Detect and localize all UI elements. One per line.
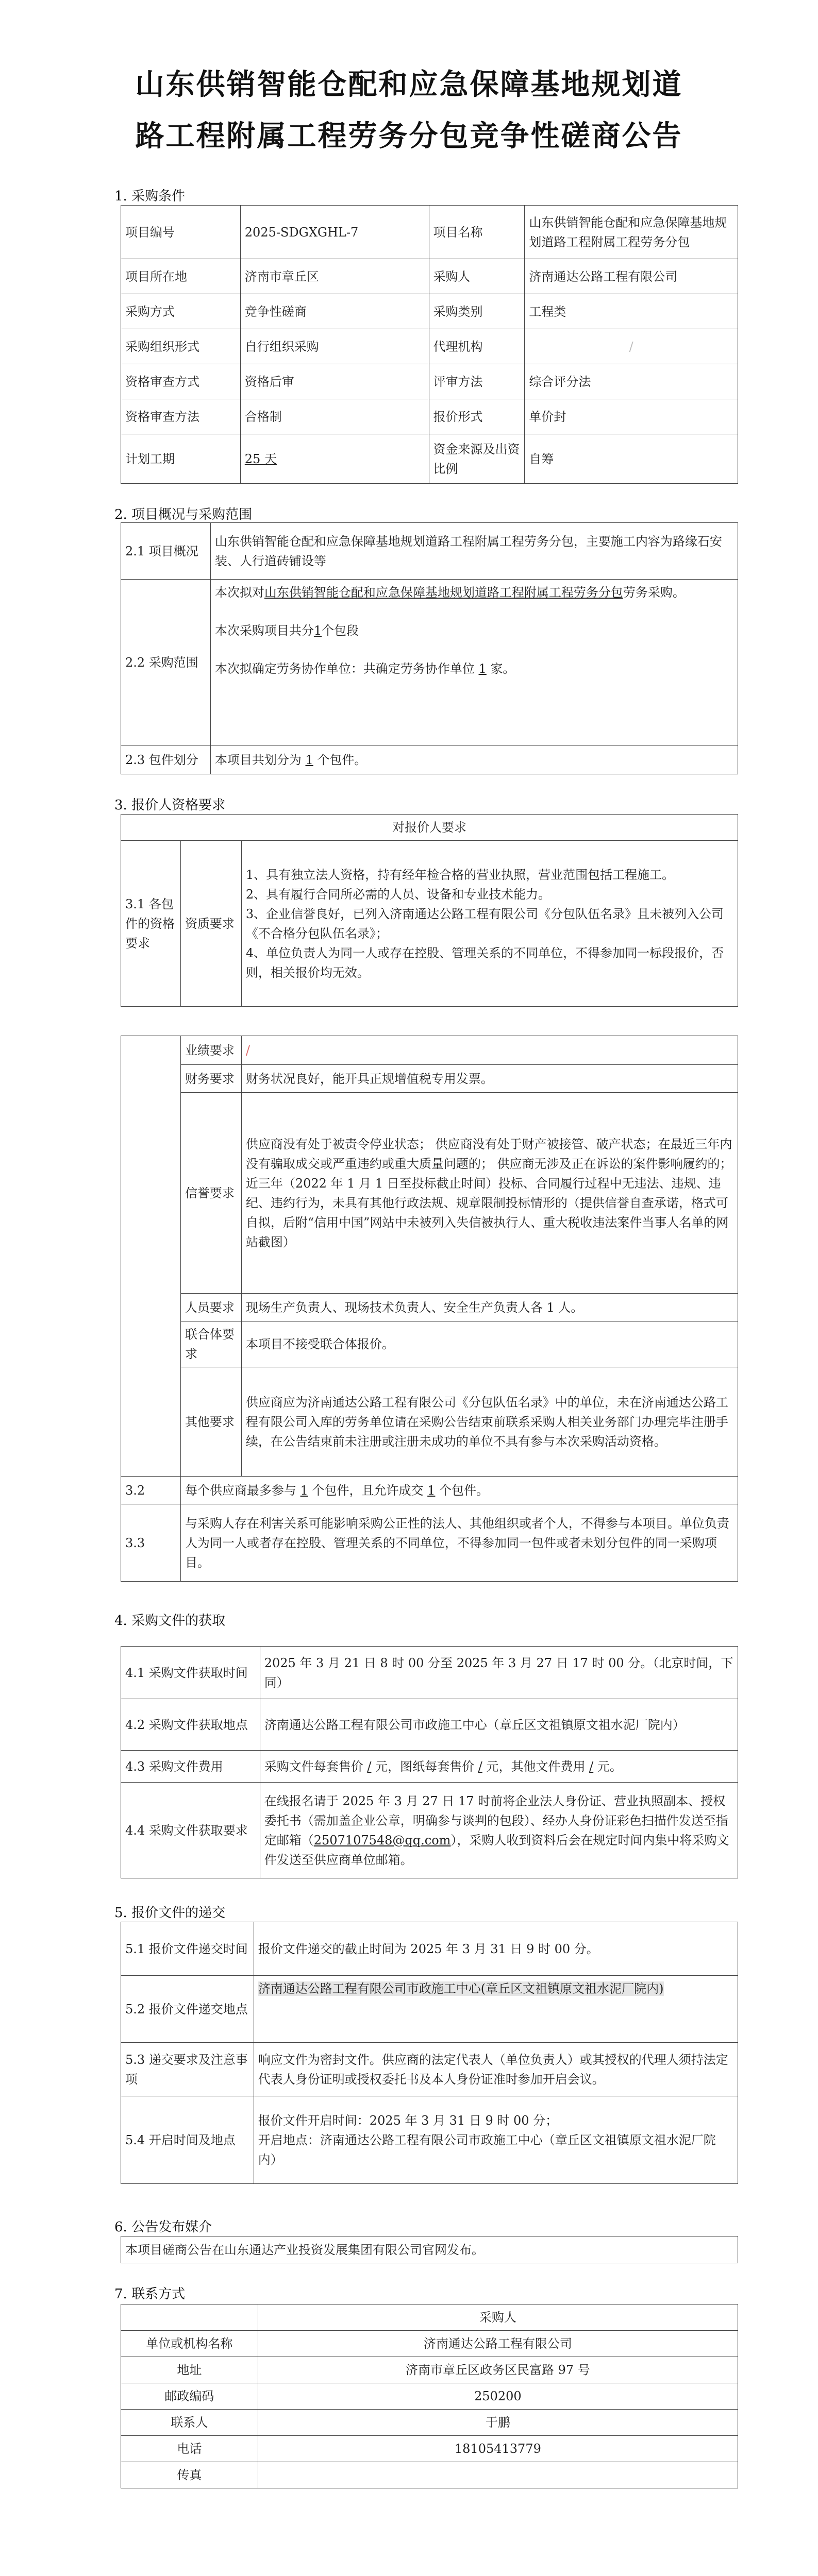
cell-label: 信誉要求 xyxy=(180,1093,241,1294)
cell-value: 资格后审 xyxy=(240,364,429,399)
cell-label: 传真 xyxy=(121,2462,258,2488)
table-row xyxy=(121,2383,738,2410)
cell-value: 济南市章丘区政务区民富路 97 号 xyxy=(258,2357,738,2383)
table-row xyxy=(121,2410,738,2436)
cell-value: 250200 xyxy=(258,2383,738,2410)
section-3-heading: 3. 报价人资格要求 xyxy=(114,798,226,813)
cell-label: 计划工期 xyxy=(121,434,241,484)
cell-value: 18105413779 xyxy=(258,2436,738,2462)
qualification-header: 对报价人要求 xyxy=(121,815,738,841)
cell-label: 项目所在地 xyxy=(121,259,241,294)
cell-label: 单位或机构名称 xyxy=(121,2331,258,2357)
table-row xyxy=(121,1036,738,1065)
cell-label: 5.1 报价文件递交时间 xyxy=(121,1922,254,1976)
table-row xyxy=(121,206,738,259)
table-row xyxy=(121,523,738,580)
cell-label: 项目编号 xyxy=(121,206,241,259)
cell-label: 资金来源及出资比例 xyxy=(429,434,525,484)
cell-label: 4.4 采购文件获取要求 xyxy=(121,1783,260,1878)
procurement-scope-text: 本次拟对山东供销智能仓配和应急保障基地规划道路工程附属工程劳务分包劳务采购。 本次采购项目共分1个包段 本次拟确定劳务协作单位：共确定劳务协作单位 1 家。 xyxy=(210,580,738,745)
table-row xyxy=(121,2304,738,2331)
cell-label: 评审方法 xyxy=(429,364,525,399)
table-row xyxy=(121,841,738,1007)
table-row xyxy=(121,2043,738,2096)
cell-value: 响应文件为密封文件。供应商的法定代表人（单位负责人）或其授权的代理人须持法定代表人身份证明或授权委托书及本人身份证准时参加开启会议。 xyxy=(254,2043,738,2096)
table-row xyxy=(121,434,738,484)
table-row xyxy=(121,1294,738,1321)
doc-title-line2: 路工程附属工程劳务分包竞争性磋商公告 xyxy=(135,120,683,153)
cell-value: 每个供应商最多参与 1 个包件，且允许成交 1 个包件。 xyxy=(180,1477,738,1504)
cell-value: 本项目磋商公告在山东通达产业投资发展集团有限公司官网发布。 xyxy=(121,2236,738,2263)
qualification-table xyxy=(121,814,738,1007)
cell-value xyxy=(258,2462,738,2488)
cell-label: 财务要求 xyxy=(180,1065,241,1093)
table-row xyxy=(121,745,738,774)
cell-label: 资质要求 xyxy=(180,841,241,1007)
cell-label: 联合体要求 xyxy=(180,1321,241,1367)
cell-label: 3.1 各包件的资格要求 xyxy=(121,841,181,1007)
section-5-heading: 5. 报价文件的递交 xyxy=(114,1905,226,1921)
cell-label: 地址 xyxy=(121,2357,258,2383)
cell-value: 采购文件每套售价 / 元，图纸每套售价 / 元，其他文件费用 / 元。 xyxy=(260,1751,738,1783)
cell-label: 5.4 开启时间及地点 xyxy=(121,2096,254,2184)
cell-label: 联系人 xyxy=(121,2410,258,2436)
bid-submission-table xyxy=(121,1922,738,2184)
table-row xyxy=(121,364,738,399)
cell-value: 济南市章丘区 xyxy=(240,259,429,294)
cell-value: 在线报名请于 2025 年 3 月 27 日 17 时前将企业法人身份证、营业执照副本、授权委托书（需加盖企业公章，明确参与谈判的包段）、经办人身份证彩色扫描件发送至指定邮箱（2507107548@qq.com），采购人收到资料后会在规定时间内集中将采购文件发送至供应商单位邮箱。 xyxy=(260,1783,738,1878)
table-row xyxy=(121,1367,738,1477)
other-requirements-table xyxy=(121,1036,738,1582)
section-2-heading: 2. 项目概况与采购范围 xyxy=(114,507,253,522)
table-row xyxy=(121,2436,738,2462)
project-overview-text: 山东供销智能仓配和应急保障基地规划道路工程附属工程劳务分包，主要施工内容为路缘石安装、人行道砖铺设等 xyxy=(210,523,738,580)
cell-value: 于鹏 xyxy=(258,2410,738,2436)
cell-value: 现场生产负责人、现场技术负责人、安全生产负责人各 1 人。 xyxy=(241,1294,738,1321)
section-1-heading: 1. 采购条件 xyxy=(114,189,186,204)
blank-cell xyxy=(121,1036,181,1477)
list-item: 3、企业信誉良好，已列入济南通达公路工程有限公司《分包队伍名录》且未被列入公司《不合格分包队伍名录》； xyxy=(245,906,724,941)
project-number: 2025-SDGXGHL-7 xyxy=(240,206,429,259)
cell-label: 4.1 采购文件获取时间 xyxy=(121,1647,260,1699)
cell-label: 2.3 包件划分 xyxy=(121,745,211,774)
project-name: 山东供销智能仓配和应急保障基地规划道路工程附属工程劳务分包 xyxy=(525,206,738,259)
cell-value: 自行组织采购 xyxy=(240,329,429,364)
contact-table xyxy=(121,2304,738,2488)
table-row xyxy=(121,294,738,329)
cell-value: / xyxy=(525,329,738,364)
list-item: 1、具有独立法人资格，持有经年检合格的营业执照，营业范围包括工程施工。 xyxy=(245,867,675,882)
cell-label: 2.2 采购范围 xyxy=(121,580,211,745)
cell-label: 4.2 采购文件获取地点 xyxy=(121,1699,260,1751)
cell-label: 业绩要求 xyxy=(180,1036,241,1065)
table-row xyxy=(121,1477,738,1504)
qualification-requirements xyxy=(241,841,738,1007)
blank-cell xyxy=(121,2304,258,2331)
cell-label: 采购类别 xyxy=(429,294,525,329)
cell-value: 济南通达公路工程有限公司 xyxy=(258,2331,738,2357)
publication-media-table xyxy=(121,2236,738,2263)
cell-label: 报价形式 xyxy=(429,399,525,434)
cell-value: 工程类 xyxy=(525,294,738,329)
cell-label: 资格审查方式 xyxy=(121,364,241,399)
cell-value: 25 天 xyxy=(240,434,429,484)
table-row xyxy=(121,2096,738,2184)
table-row xyxy=(121,2462,738,2488)
cell-value: 自筹 xyxy=(525,434,738,484)
cell-value: 合格制 xyxy=(240,399,429,434)
cell-label: 采购人 xyxy=(429,259,525,294)
doc-title-line1: 山东供销智能仓配和应急保障基地规划道 xyxy=(135,68,683,101)
cell-label: 资格审查方法 xyxy=(121,399,241,434)
cell-label: 采购组织形式 xyxy=(121,329,241,364)
table-row xyxy=(121,1976,738,2043)
table-row xyxy=(121,259,738,294)
cell-label: 人员要求 xyxy=(180,1294,241,1321)
cell-value: 本项目不接受联合体报价。 xyxy=(241,1321,738,1367)
cell-value: 济南通达公路工程有限公司市政施工中心（章丘区文祖镇原文祖水泥厂院内） xyxy=(260,1699,738,1751)
contact-email-link[interactable]: 2507107548@qq.com xyxy=(313,1833,451,1848)
contact-header: 采购人 xyxy=(258,2304,738,2331)
cell-value: 综合评分法 xyxy=(525,364,738,399)
table-row xyxy=(121,1093,738,1294)
other-requirements-text: 供应商应为济南通达公路工程有限公司《分包队伍名录》中的单位，未在济南通达公路工程有限公司入库的劳务单位请在采购公告结束前联系采购人相关业务部门办理完毕注册手续，在公告结束前未注册或注册未成功的单位不具有参与本次采购活动资格。 xyxy=(241,1367,738,1477)
list-item: 2、具有履行合同所必需的人员、设备和专业技术能力。 xyxy=(245,887,551,902)
list-item: 4、单位负责人为同一人或存在控股、管理关系的不同单位，不得参加同一标段报价，否则，相关报价均无效。 xyxy=(245,945,724,980)
cell-value: 财务状况良好，能开具正规增值税专用发票。 xyxy=(241,1065,738,1093)
table-row xyxy=(121,580,738,745)
table-row xyxy=(121,1647,738,1699)
table-row xyxy=(121,2331,738,2357)
project-overview-table xyxy=(121,522,738,774)
credit-requirements: 供应商没有处于被责令停业状态； 供应商没有处于财产被接管、破产状态；在最近三年内没有骗取成交或严重违约或重大质量问题的； 供应商无涉及正在诉讼的案件影响履约的； 近三年（2022 年 1 月 1 日至投标截止时间）投标、合同履行过程中无违法、违规、违纪、违约行为，未具有其他行政法规、规章限制投标情形的（提供信誉自查承诺，格式可自拟，后附“信用中国”网站中未被列入失信被执行人、重大税收违法案件当事人名单的网站截图） xyxy=(241,1093,738,1294)
cell-label: 5.2 报价文件递交地点 xyxy=(121,1976,254,2043)
cell-label: 3.3 xyxy=(121,1504,181,1582)
cell-label: 其他要求 xyxy=(180,1367,241,1477)
cell-value: 2025 年 3 月 21 日 8 时 00 分至 2025 年 3 月 27 日 17 时 00 分。（北京时间，下同） xyxy=(260,1647,738,1699)
table-row xyxy=(121,2236,738,2263)
cell-value: 竞争性磋商 xyxy=(240,294,429,329)
section-7-heading: 7. 联系方式 xyxy=(114,2286,186,2302)
table-row xyxy=(121,1065,738,1093)
cell-label: 电话 xyxy=(121,2436,258,2462)
table-row xyxy=(121,1922,738,1976)
table-row xyxy=(121,1321,738,1367)
cell-value: 与采购人存在利害关系可能影响采购公正性的法人、其他组织或者个人，不得参与本项目。单位负责人为同一人或者存在控股、管理关系的不同单位，不得参加同一包件或者未划分包件的同一采购项目。 xyxy=(180,1504,738,1582)
table-row xyxy=(121,1751,738,1783)
document-acquisition-table xyxy=(121,1646,738,1878)
cell-value: 单价封 xyxy=(525,399,738,434)
section-6-heading: 6. 公告发布媒介 xyxy=(114,2219,212,2235)
table-row xyxy=(121,1783,738,1878)
cell-value: 济南通达公路工程有限公司 xyxy=(525,259,738,294)
cell-label: 邮政编码 xyxy=(121,2383,258,2410)
table-row xyxy=(121,329,738,364)
table-row xyxy=(121,399,738,434)
cell-value: / xyxy=(241,1036,738,1065)
table-row xyxy=(121,1699,738,1751)
cell-label: 代理机构 xyxy=(429,329,525,364)
cell-label: 5.3 递交要求及注意事项 xyxy=(121,2043,254,2096)
table-row xyxy=(121,2357,738,2383)
cell-value: 报价文件递交的截止时间为 2025 年 3 月 31 日 9 时 00 分。 xyxy=(254,1922,738,1976)
cell-value: 报价文件开启时间：2025 年 3 月 31 日 9 时 00 分； 开启地点：济南通达公路工程有限公司市政施工中心（章丘区文祖镇原文祖水泥厂院内） xyxy=(254,2096,738,2184)
cell-label: 项目名称 xyxy=(429,206,525,259)
cell-label: 4.3 采购文件费用 xyxy=(121,1751,260,1783)
table-row xyxy=(121,815,738,841)
cell-label: 2.1 项目概况 xyxy=(121,523,211,580)
cell-label: 3.2 xyxy=(121,1477,181,1504)
procurement-conditions-table xyxy=(121,205,738,484)
package-division-text: 本项目共划分为 1 个包件。 xyxy=(210,745,738,774)
cell-label: 采购方式 xyxy=(121,294,241,329)
section-4-heading: 4. 采购文件的获取 xyxy=(114,1613,226,1629)
cell-value: 济南通达公路工程有限公司市政施工中心(章丘区文祖镇原文祖水泥厂院内) xyxy=(254,1976,738,2043)
table-row xyxy=(121,1504,738,1582)
